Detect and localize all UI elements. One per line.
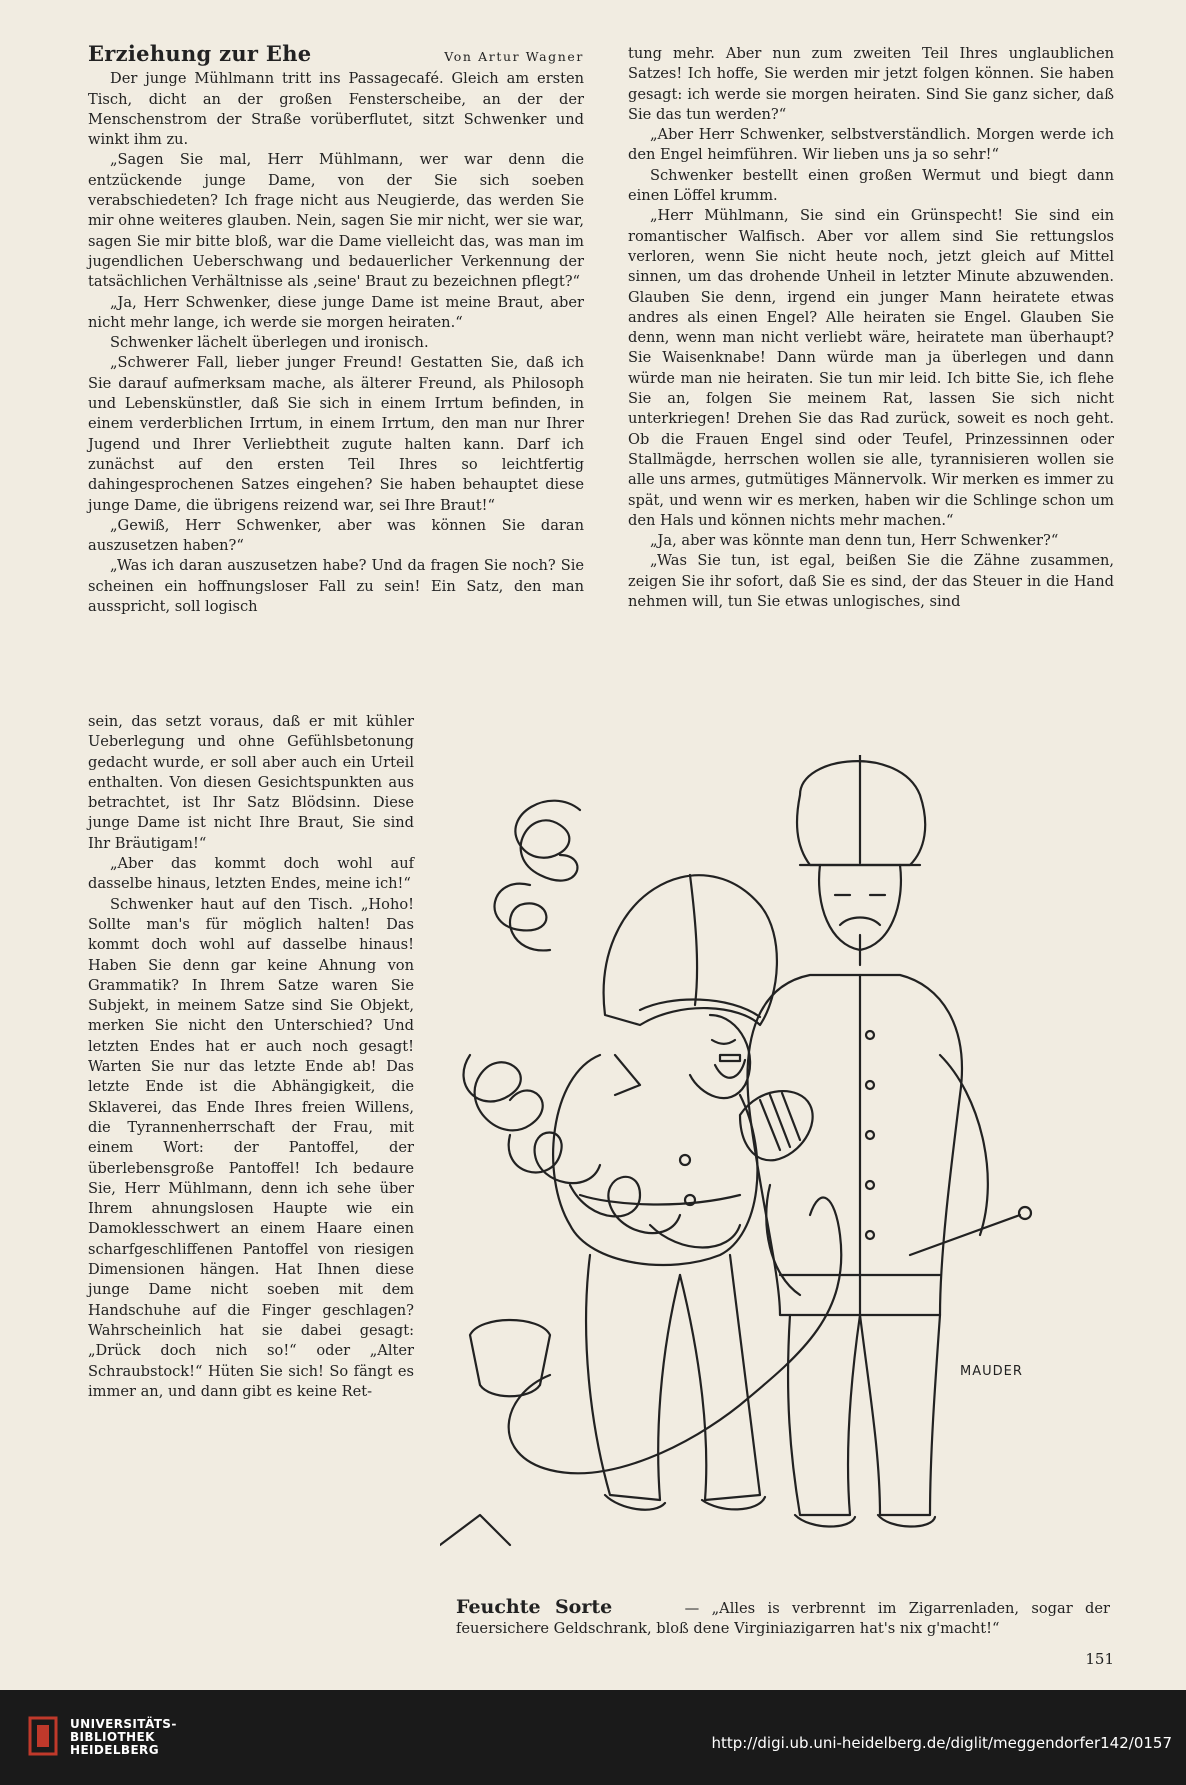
paragraph: „Schwerer Fall, lieber junger Freund! Gestatten Sie, daß ich Sie darauf aufmerksam mache, als älterer Freund, als Philosoph und Lebenskünstler, daß Sie sich in einem Irrtum befinden, in einem verderblichen Irrtum, in einem Irrtum, den man nur Ihrer Jugend und Ihrer Verliebtheit zugute halten kann. Darf ich zunächst auf den ersten Teil Ihres so leichtfertig dahingesprochenen Satzes eingehen? Sie haben behauptet diese junge Dame, die übrigens reizend war, sei Ihre Braut!“ [88, 354, 584, 514]
right-column [628, 44, 1114, 612]
paragraph: sein, das setzt voraus, daß er mit kühler Ueberlegung und ohne Gefühlsbetonung gedacht wurde, er soll aber auch ein Urteil enthalten. Von diesen Gesichtspunkten aus betrachtet, ist Ihr Satz Blödsinn. Diese junge Dame ist nicht Ihre Braut, Sie sind Ihr Bräutigam!“ [88, 713, 414, 852]
paragraph: „Herr Mühlmann, Sie sind ein Grünspecht! Sie sind ein romantischer Walfisch. Aber vor allem sind Sie rettungslos verloren, wenn Sie nicht heute noch, jetzt gleich auf Mittel sinnen, um das drohende Unheil in letzter Minute abzuwenden. Glauben Sie denn, irgend ein junger Mann heiratete etwas andres als einen Engel? Alle heiraten sie Engel. Glauben Sie denn, wenn man nicht verliebt wäre, heiratete man überhaupt? Sie Waisenknabe! Dann würde man ja überlegen und dann würde man nie heiraten. Sie tun mir leid. Ich bitte Sie, ich flehe Sie an, folgen Sie meinem Rat, lassen Sie sich nicht unterkriegen! Drehen Sie das Rad zurück, soweit es noch geht. Ob die Frauen Engel sind oder Teufel, Prinzessinnen oder Stallmägde, herrschen wollen sie alle, tyrannisieren wollen sie alle uns armes, gutmütiges Männervolk. Wir merken es immer zu spät, und wenn wir es merken, haben wir die Schlinge schon um den Hals und können nichts mehr machen.“ [628, 207, 1114, 529]
paragraph: Der junge Mühlmann tritt ins Passagecafé. Gleich am ersten Tisch, dicht an der großen Fensterscheibe, an der der Menschenstrom der Straße vorüberflutet, sitzt Schwenker und winkt ihm zu. [88, 70, 584, 149]
paragraph: „Ja, Herr Schwenker, diese junge Dame ist meine Braut, aber nicht mehr lange, ich werde sie morgen heiraten.“ [88, 293, 584, 331]
paragraph: „Aber das kommt doch wohl auf dasselbe hinaus, letzten Endes, meine ich!“ [88, 855, 414, 893]
caption-text: — „Alles is verbrennt im Zigarrenladen, sogar der feuersichere Geldschrank, bloß dene Virginiazigarren hat's nix g'macht!“ [456, 1600, 1111, 1638]
left-column [88, 41, 584, 617]
source-url[interactable]: http://digi.ub.uni-heidelberg.de/diglit/meggendorfer142/0157 [711, 1734, 1172, 1752]
right-helmet [797, 761, 925, 865]
paragraph: Schwenker haut auf den Tisch. „Hoho! Sollte man's für möglich halten! Das kommt doch wohl auf dasselbe hinaus! Haben Sie denn gar keine Ahnung von Grammatik? In Ihrem Satze waren Sie Subjekt, in meinem Satze sind Sie Objekt, merken Sie nicht den Unterschied? Und letzten Endes hat er auch noch gesagt! Warten Sie nur das letzte Ende ab! Das letzte Ende ist die Abhängigkeit, die Sklaverei, das Ende Ihres freien Willens, die Tyrannenherrschaft der Frau, mit einem Wort: der Pantoffel, der überlebensgroße Pantoffel! Ich bedaure Sie, Herr Mühlmann, denn ich sehe über Ihrem ahnungslosen Haupte wie ein Damoklesschwert an einem Haare einen scharfgeschliffenen Pantoffel von riesigen Dimensionen hängen. Hat Ihnen diese junge Dame nicht soeben mit dem Handschuhe auf die Finger geschlagen? Wahrscheinlich hat sie dabei gesagt: „Drück doch nich so!“ oder „Alter Schraubstock!“ Hüten Sie sich! So fängt es immer an, und dann gibt es keine Ret- [88, 895, 414, 1400]
narrow-column [88, 712, 414, 1402]
artist-signature: MAUDER [960, 1364, 1023, 1379]
smoke-curl [515, 801, 580, 881]
paragraph: „Was Sie tun, ist egal, beißen Sie die Zähne zusammen, zeigen Sie ihr sofort, daß Sie es sind, der das Steuer in die Hand nehmen will, tun Sie etwas unlogisches, sind [628, 552, 1114, 611]
right-legs [788, 1315, 860, 1515]
paragraph: „Sagen Sie mal, Herr Mühlmann, wer war denn die entzückende junge Dame, von der Sie sich soeben verabschiedeten? Ich frage nicht aus Neugierde, das werden Sie mir ohne weiteres glauben. Nein, sagen Sie mir nicht, wer sie war, sagen Sie mir bitte bloß, war die Dame vielleicht das, was man im jugendlichen Ueberschwang und bedauerlicher Verkennung der tatsächlichen Verhältnisse als ‚seine' Braut zu bezeichnen pflegt?“ [88, 151, 584, 291]
paragraph: „Aber Herr Schwenker, selbstverständlich. Morgen werde ich den Engel heimführen. Wir lieben uns ja so sehr!“ [628, 126, 1114, 164]
caption-title: Feuchte Sorte [456, 1596, 613, 1618]
bucket [470, 1320, 550, 1396]
cigar [720, 1055, 740, 1061]
paragraph: „Was ich daran auszusetzen habe? Und da fragen Sie noch? Sie scheinen ein hoffnungsloser Fall zu sein! Ein Satz, den man ausspricht, soll logisch [88, 557, 584, 616]
smoke-curl [650, 1225, 740, 1248]
article-byline: Von Artur Wagner [444, 49, 584, 64]
axe-handle [910, 1215, 1020, 1255]
left-helmet [604, 875, 777, 1025]
paragraph: „Gewiß, Herr Schwenker, aber was können Sie daran auszusetzen haben?“ [88, 516, 584, 555]
paragraph: „Ja, aber was könnte man denn tun, Herr Schwenker?“ [650, 532, 1059, 550]
footer-bar [0, 1690, 1186, 1785]
article-title: Erziehung zur Ehe [88, 41, 312, 66]
paragraph: Schwenker bestellt einen großen Wermut und biegt dann einen Löffel krumm. [628, 166, 1114, 205]
smoke-curl [464, 1055, 543, 1130]
cartoon-illustration [440, 755, 1130, 1560]
university-seal-icon [28, 1716, 58, 1756]
right-body [748, 975, 962, 1315]
smoke-curl [495, 884, 550, 951]
page-number: 151 [1085, 1650, 1114, 1668]
paragraph: Schwenker lächelt überlegen und ironisch. [110, 334, 429, 352]
article-header [88, 41, 584, 67]
fire-hose [509, 1198, 842, 1474]
institution-name: UNIVERSITÄTS- BIBLIOTHEK HEIDELBERG [70, 1717, 177, 1757]
illustration-caption [456, 1597, 1110, 1640]
paragraph: tung mehr. Aber nun zum zweiten Teil Ihres unglaublichen Satzes! Ich hoffe, Sie werden mir jetzt folgen können. Sie haben gesagt: ich werde sie morgen heiraten. Sind Sie ganz sicher, daß Sie das tun werden?“ [628, 45, 1114, 123]
